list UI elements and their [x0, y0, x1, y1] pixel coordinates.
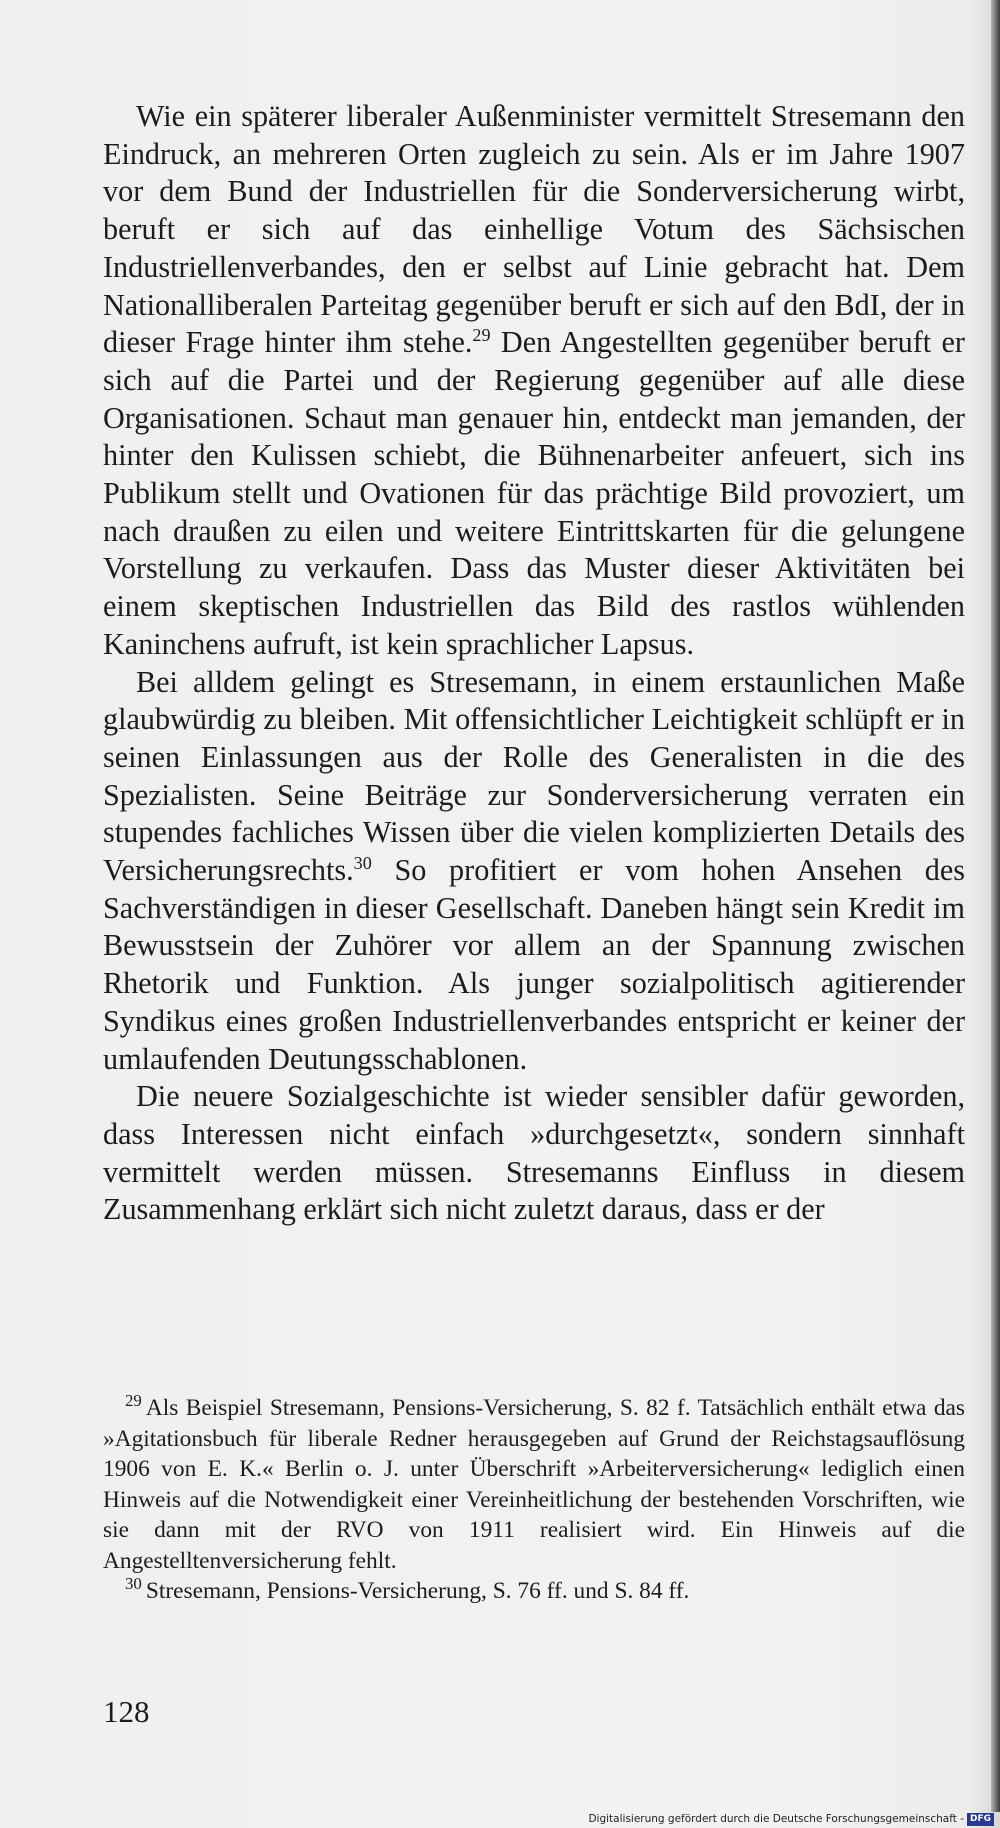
paragraph-1 [103, 98, 965, 664]
dfg-logo: DFG [967, 1813, 994, 1826]
paragraph-1-text-cont: Den Angestellten gegenüber beruft er sich auf die Partei und der Regierung gegenüber auf alle diese Organisationen. Schaut man genauer hin, entdeckt man jemanden, der hinter den Kulissen schiebt, die Bühnenarbeiter anfeuert, sich ins Publikum stellt und Ovationen für das prächtige Bild provoziert, um nach draußen zu eilen und weitere Eintrittskarten für die gelungene Vorstellung zu verkaufen. Dass das Muster dieser Aktivitäten bei einem skeptischen Industriellen das Bild des rastlos wühlenden Kaninchens aufruft, ist kein sprachlicher Lapsus. [103, 325, 965, 661]
footnote-text: Stresemann, Pensions-Versicherung, S. 76 ff. und S. 84 ff. [145, 1578, 690, 1604]
footnote-number: 29 [125, 1391, 142, 1411]
page-number: 128 [103, 1694, 150, 1729]
paragraph-2-text: Bei alldem gelingt es Stresemann, in einem erstaunlichen Maße glaubwürdig zu bleiben. Mit offensichtlicher Leichtigkeit schlüpft er in seinen Einlassungen aus der Rolle des Generalisten in die des Spezialisten. Seine Beiträge zur Sonderversicherung verraten ein stupendes fachliches Wissen über die vielen komplizierten Details des Versicherungsrechts. [103, 664, 965, 888]
footnote-number: 30 [125, 1574, 142, 1594]
footnote-text: Als Beispiel Stresemann, Pensions-Versicherung, S. 82 f. Tatsächlich enthält etwa das »Agitationsbuch für liberale Redner herausgegeben auf Grund der Reichstagsauflösung 1906 von E. K.« Berlin o. J. unter Überschrift »Arbeiterversicherung« lediglich einen Hinweis auf die Notwendigkeit einer Vereinheitlichung der bestehenden Vorschriften, wie sie dann mit der RVO von 1911 realisiert wird. Ein Hinweis auf die Angestelltenversicherung fehlt. [103, 1395, 965, 1574]
paragraph-1-text: Wie ein späterer liberaler Außenminister vermittelt Stresemann den Eindruck, an mehreren Orten zugleich zu sein. Als er im Jahre 1907 vor dem Bund der Industriellen für die Sonderversicherung wirbt, beruft er sich auf das einhellige Votum des Sächsischen Industriellenverbandes, den er selbst auf Linie gebracht hat. Dem Nationalliberalen Parteitag gegenüber beruft er sich auf den BdI, der in dieser Frage hinter ihm stehe. [103, 99, 965, 360]
footnote-ref-29[interactable]: 29 [472, 325, 491, 346]
paragraph-2 [103, 664, 965, 1079]
footnotes [103, 1393, 965, 1607]
paragraph-2-text-cont: So profitiert er vom hohen Ansehen des Sachverständigen in dieser Gesellschaft. Daneben hängt sein Kredit im Bewusstsein der Zuhörer vor allem an der Spannung zwischen Rhetorik und Funktion. Als junger sozialpolitisch agitierender Syndikus eines großen Industriellenverbandes entspricht er keiner der umlaufenden Deutungsschablonen. [103, 853, 965, 1076]
credit-text: Digitalisierung gefördert durch die Deutsche Forschungsgemeinschaft - [588, 1813, 964, 1825]
book-binding-edge [991, 0, 1000, 1812]
footnote-29 [103, 1393, 965, 1576]
footnote-30 [103, 1576, 965, 1607]
main-text [103, 98, 965, 1229]
paragraph-3: Die neuere Sozialgeschichte ist wieder sensibler dafür geworden, dass Interessen nicht einfach »durchgesetzt«, sondern sinnhaft vermittelt werden müssen. Stresemanns Einfluss in diesem Zusammenhang erklärt sich nicht zuletzt daraus, dass er der [103, 1079, 965, 1227]
digitization-credit [588, 1812, 994, 1826]
footnote-ref-30[interactable]: 30 [353, 853, 372, 873]
